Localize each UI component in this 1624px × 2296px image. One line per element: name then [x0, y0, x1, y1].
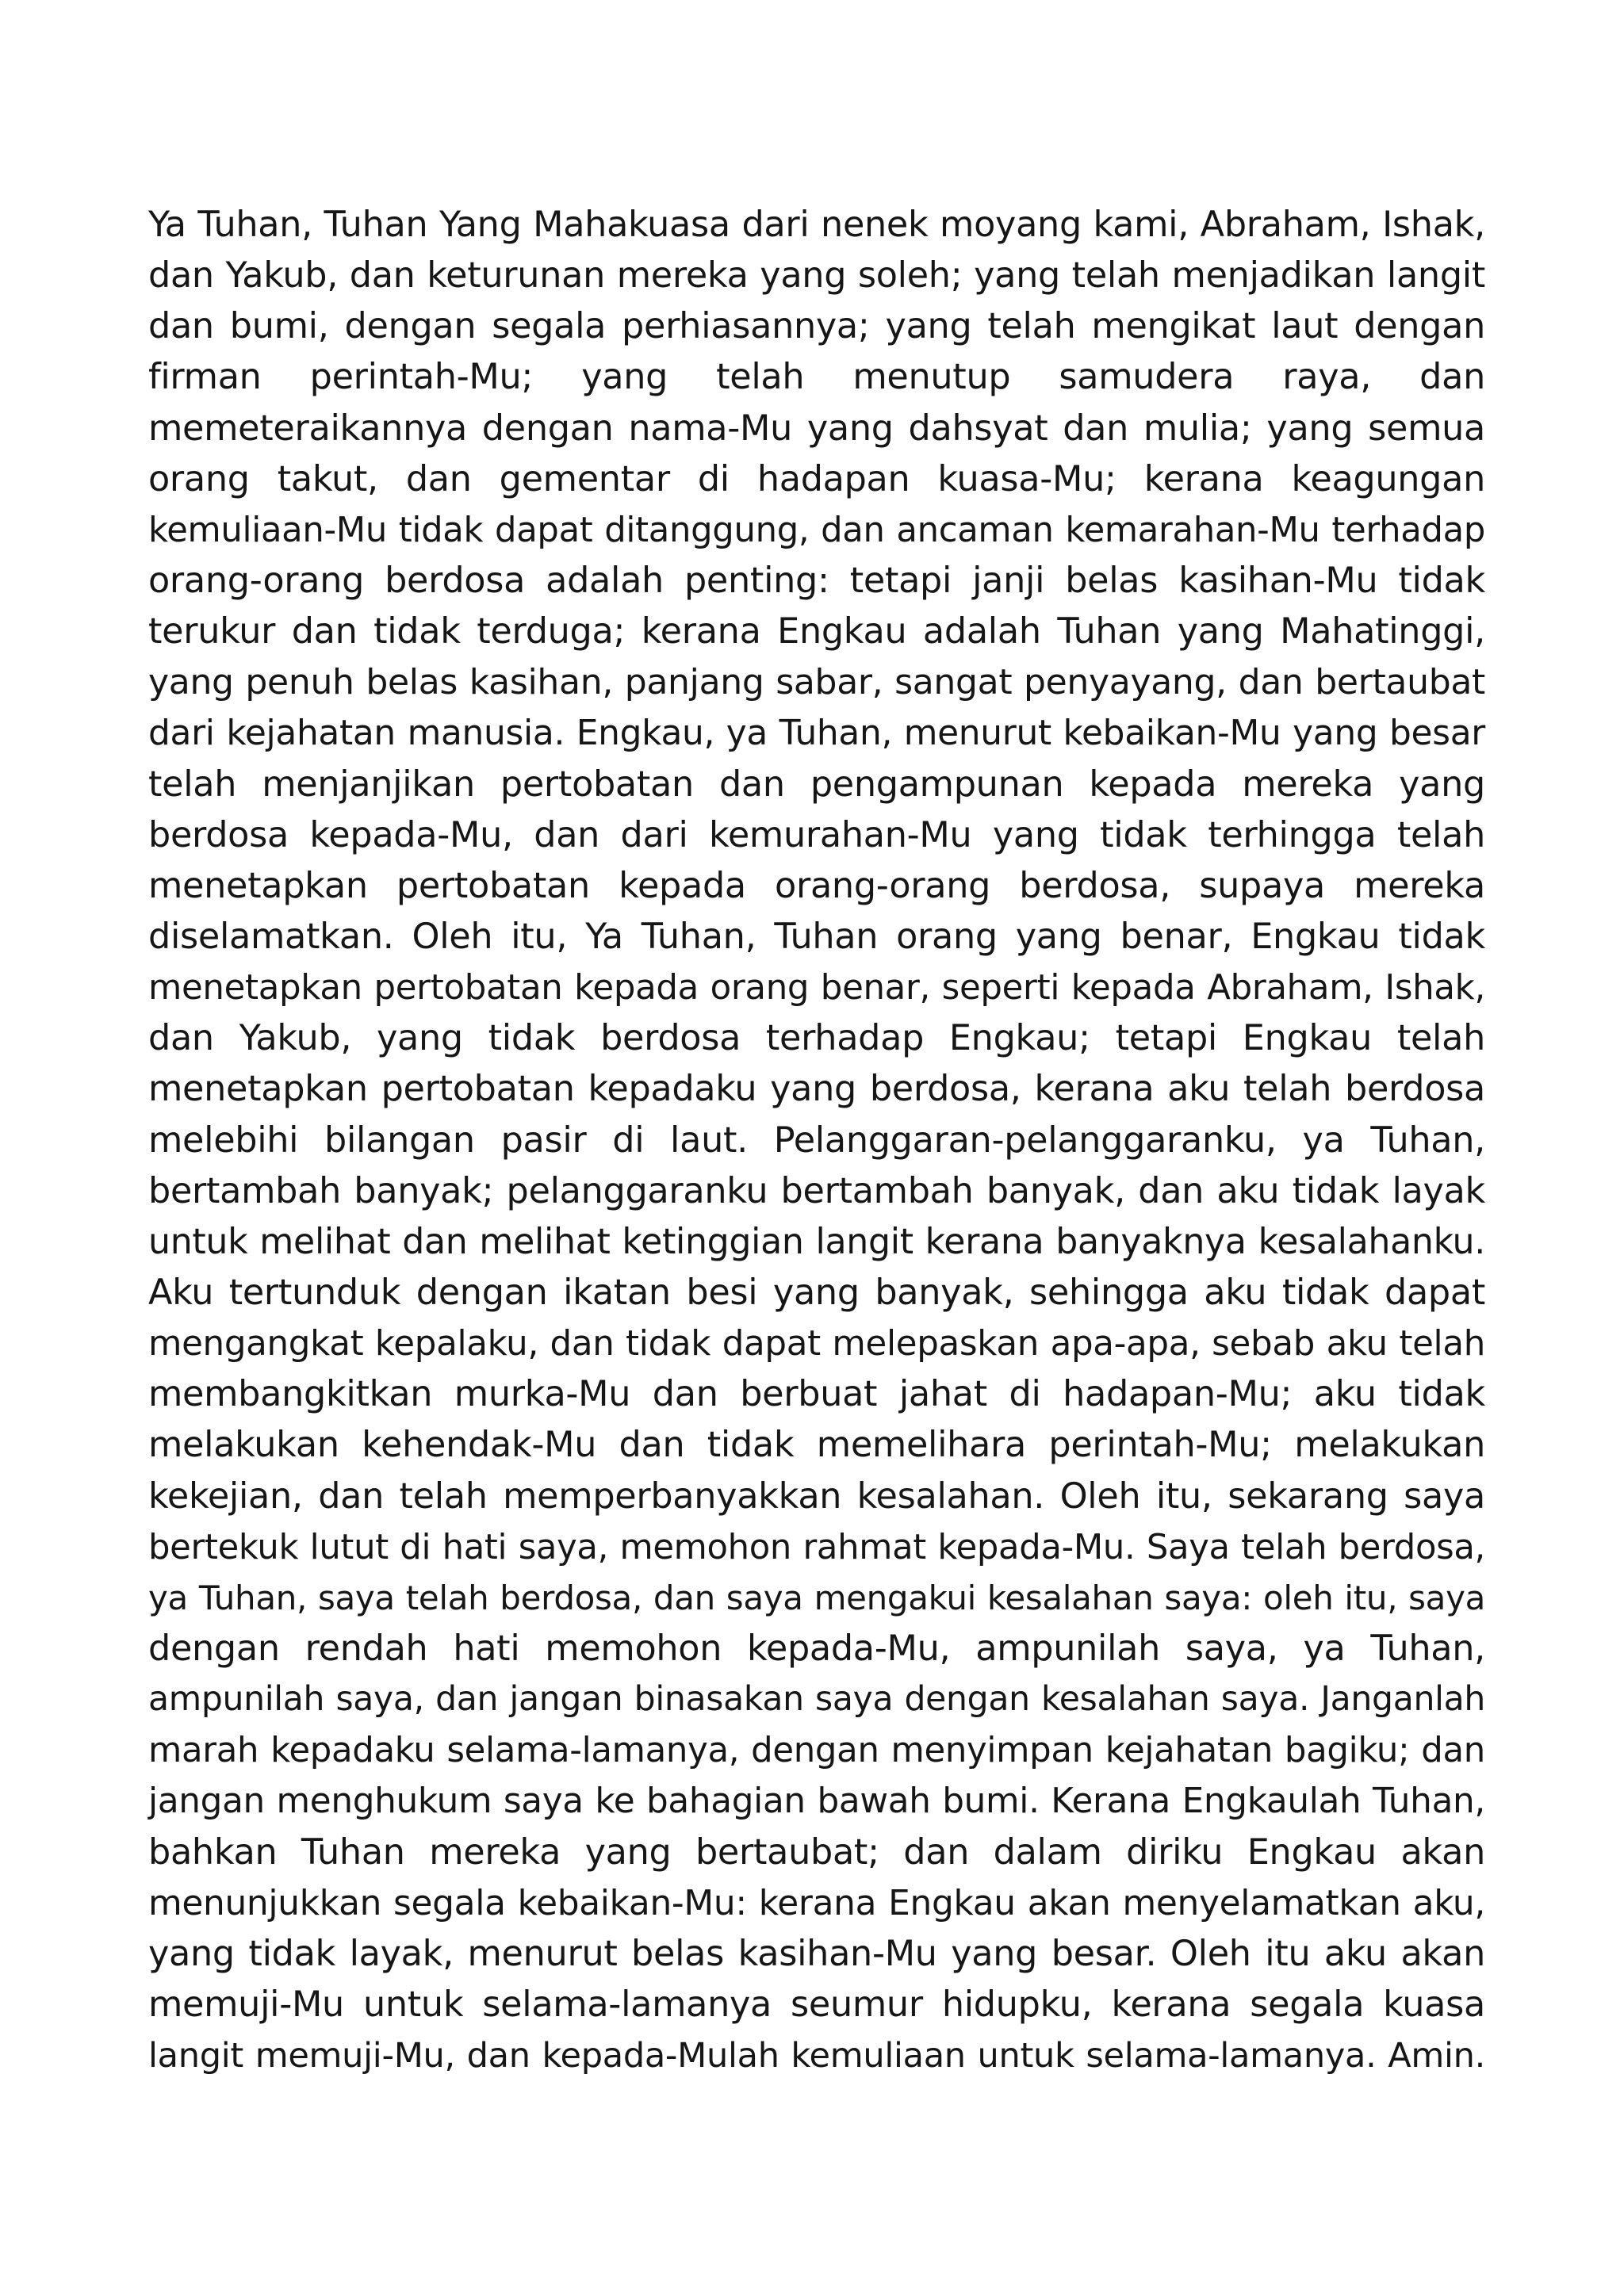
paragraph-line: bertambah banyak; pelanggaranku bertambah banyak, dan aku tidak layak [148, 1170, 1485, 1211]
paragraph-line: mengangkat kepalaku, dan tidak dapat melepaskan apa-apa, sebab aku telah [148, 1324, 1485, 1364]
paragraph-line: memeteraikannya dengan nama-Mu yang dahsyat dan mulia; yang semua [148, 408, 1485, 449]
paragraph-line: telah menjanjikan pertobatan dan pengampunan kepada mereka yang [148, 763, 1485, 805]
paragraph-line: melakukan kehendak-Mu dan tidak memelihara perintah-Mu; melakukan [148, 1425, 1485, 1466]
paragraph-line: bahkan Tuhan mereka yang bertaubat; dan dalam diriku Engkau akan [148, 1831, 1485, 1873]
paragraph-line: marah kepadaku selama-lamanya, dengan menyimpan kejahatan bagiku; dan [148, 1731, 1485, 1771]
paragraph-line: yang penuh belas kasihan, panjang sabar, sangat penyayang, dan bertaubat [148, 662, 1485, 703]
paragraph-line: yang tidak layak, menurut belas kasihan-Mu yang besar. Oleh itu aku akan [148, 1933, 1485, 1974]
paragraph-line: dan bumi, dengan segala perhiasannya; yang telah mengikat laut dengan [148, 306, 1485, 347]
prayer-paragraph [148, 200, 1485, 2081]
paragraph-line: untuk melihat dan melihat ketinggian langit kerana banyaknya kesalahanku. [148, 1221, 1485, 1262]
paragraph-line: bertekuk lutut di hati saya, memohon rahmat kepada-Mu. Saya telah berdosa, [148, 1527, 1485, 1567]
paragraph-line: orang-orang berdosa adalah penting: tetapi janji belas kasihan-Mu tidak [148, 560, 1485, 601]
paragraph-line: langit memuji-Mu, dan kepada-Mulah kemuliaan untuk selama-lamanya. Amin. [148, 2036, 1485, 2076]
paragraph-line: dan Yakub, dan keturunan mereka yang soleh; yang telah menjadikan langit [148, 255, 1485, 297]
paragraph-line: membangkitkan murka-Mu dan berbuat jahat di hadapan-Mu; aku tidak [148, 1374, 1485, 1415]
paragraph-line: Ya Tuhan, Tuhan Yang Mahakuasa dari nenek moyang kami, Abraham, Ishak, [148, 205, 1485, 245]
paragraph-line: berdosa kepada-Mu, dan dari kemurahan-Mu yang tidak terhingga telah [148, 814, 1485, 855]
paragraph-line: firman perintah-Mu; yang telah menutup samudera raya, dan [148, 357, 1485, 398]
paragraph-line: diselamatkan. Oleh itu, Ya Tuhan, Tuhan orang yang benar, Engkau tidak [148, 916, 1485, 957]
paragraph-line: menetapkan pertobatan kepada orang-orang berdosa, supaya mereka [148, 865, 1485, 906]
paragraph-line: memuji-Mu untuk selama-lamanya seumur hidupku, kerana segala kuasa [148, 1984, 1485, 2025]
paragraph-line: melebihi bilangan pasir di laut. Pelanggaran-pelanggaranku, ya Tuhan, [148, 1119, 1485, 1161]
paragraph-line: Aku tertunduk dengan ikatan besi yang banyak, sehingga aku tidak dapat [148, 1272, 1485, 1313]
paragraph-line: kemuliaan-Mu tidak dapat ditanggung, dan ancaman kemarahan-Mu terhadap [148, 510, 1485, 550]
paragraph-line: dari kejahatan manusia. Engkau, ya Tuhan, menurut kebaikan-Mu yang besar [148, 713, 1485, 754]
paragraph-line: menunjukkan segala kebaikan-Mu: kerana Engkau akan menyelamatkan aku, [148, 1882, 1485, 1923]
paragraph-line: menetapkan pertobatan kepada orang benar, seperti kepada Abraham, Ishak, [148, 968, 1485, 1008]
paragraph-line: kekejian, dan telah memperbanyakkan kesalahan. Oleh itu, sekarang saya [148, 1475, 1485, 1517]
paragraph-line: orang takut, dan gementar di hadapan kuasa-Mu; kerana keagungan [148, 458, 1485, 499]
paragraph-line: menetapkan pertobatan kepadaku yang berdosa, kerana aku telah berdosa [148, 1069, 1485, 1110]
paragraph-line: jangan menghukum saya ke bahagian bawah bumi. Kerana Engkaulah Tuhan, [148, 1781, 1485, 1822]
paragraph-line: ya Tuhan, saya telah berdosa, dan saya mengakui kesalahan saya: oleh itu, saya [148, 1578, 1485, 1617]
paragraph-line: dengan rendah hati memohon kepada-Mu, ampunilah saya, ya Tuhan, [148, 1628, 1485, 1669]
paragraph-line: terukur dan tidak terduga; kerana Engkau adalah Tuhan yang Mahatinggi, [148, 611, 1485, 652]
paragraph-line: ampunilah saya, dan jangan binasakan saya dengan kesalahan saya. Janganlah [148, 1680, 1485, 1720]
paragraph-line: dan Yakub, yang tidak berdosa terhadap Engkau; tetapi Engkau telah [148, 1018, 1485, 1059]
